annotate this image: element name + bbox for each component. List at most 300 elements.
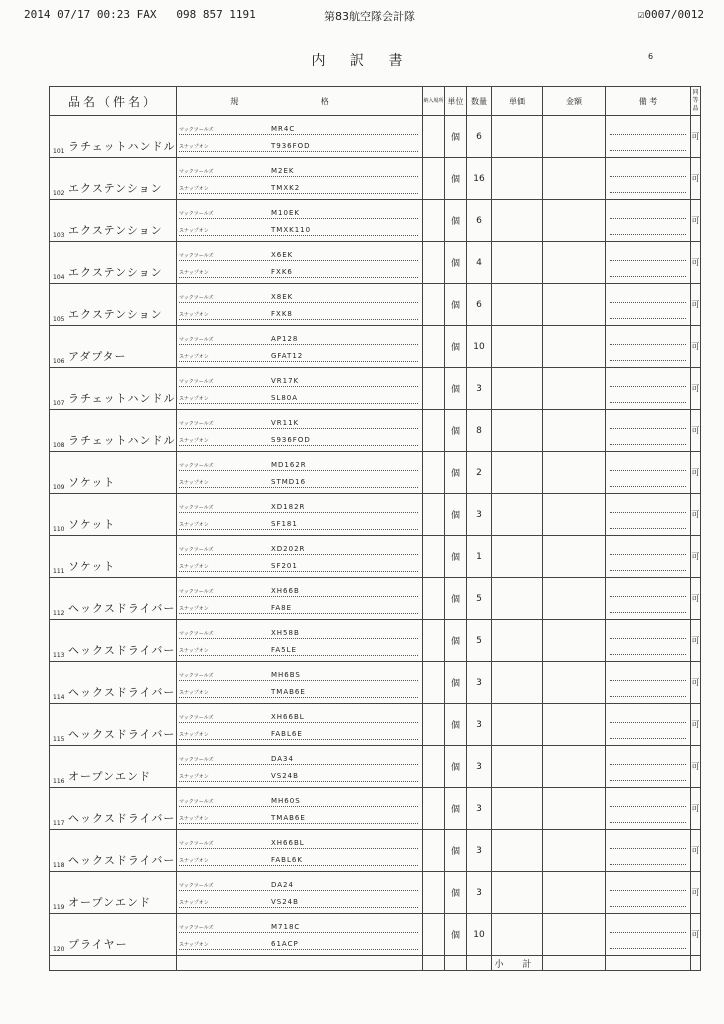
amount-cell — [543, 410, 606, 452]
model-number: M718C — [271, 923, 301, 931]
item-name: ラチェットハンドル — [68, 392, 176, 405]
model-number: XD202R — [271, 545, 306, 553]
model-number: M10EK — [271, 209, 300, 217]
amount-cell — [543, 788, 606, 830]
header-unit-price: 単価 — [492, 87, 543, 116]
table-row — [50, 452, 701, 494]
unit-price-cell — [492, 872, 543, 914]
unit-cell: 個 — [445, 452, 467, 494]
item-name-cell — [50, 158, 177, 200]
maker-name: マックツールズ — [179, 631, 214, 637]
amount-cell — [543, 662, 606, 704]
maker-name: スナップオン — [179, 900, 209, 906]
table-header-row — [50, 87, 701, 116]
fax-page-counter: ☑0007/0012 — [637, 8, 704, 21]
maker-name: マックツールズ — [179, 127, 214, 133]
maker-name: マックツールズ — [179, 505, 214, 511]
item-number: 111 — [53, 568, 65, 575]
quantity-cell: 1 — [467, 536, 492, 578]
maker-name: マックツールズ — [179, 169, 214, 175]
item-name: ソケット — [68, 560, 116, 573]
remarks-cell — [606, 746, 691, 788]
maker-name: マックツールズ — [179, 799, 214, 805]
equivalent-cell: 可 — [691, 914, 701, 956]
maker-name: マックツールズ — [179, 757, 214, 763]
maker-name: スナップオン — [179, 144, 209, 150]
header-remarks: 備 考 — [606, 87, 691, 116]
remarks-cell — [606, 326, 691, 368]
model-number: X6EK — [271, 251, 294, 259]
amount-cell — [543, 578, 606, 620]
item-name-cell — [50, 914, 177, 956]
quantity-cell: 3 — [467, 830, 492, 872]
item-name-cell — [50, 200, 177, 242]
model-number: 61ACP — [271, 940, 299, 948]
delivery-cell — [423, 872, 445, 914]
maker-name: スナップオン — [179, 228, 209, 234]
remarks-cell — [606, 788, 691, 830]
amount-cell — [543, 326, 606, 368]
spec-cell — [177, 284, 423, 326]
model-number: XD182R — [271, 503, 306, 511]
spec-cell — [177, 410, 423, 452]
unit-cell: 個 — [445, 494, 467, 536]
model-number: VR17K — [271, 377, 300, 385]
unit-price-cell — [492, 452, 543, 494]
remarks-cell — [606, 578, 691, 620]
delivery-cell — [423, 368, 445, 410]
item-number: 110 — [53, 526, 65, 533]
table-row — [50, 200, 701, 242]
equivalent-cell: 可 — [691, 872, 701, 914]
model-number: SL80A — [271, 394, 299, 402]
item-name-cell — [50, 452, 177, 494]
item-name-cell — [50, 578, 177, 620]
equivalent-cell: 可 — [691, 116, 701, 158]
item-number: 102 — [53, 190, 65, 197]
item-number: 118 — [53, 862, 65, 869]
unit-cell: 個 — [445, 746, 467, 788]
maker-name: マックツールズ — [179, 421, 214, 427]
delivery-cell — [423, 326, 445, 368]
amount-cell — [543, 158, 606, 200]
item-number: 109 — [53, 484, 65, 491]
model-number: XH66BL — [271, 839, 305, 847]
item-name: オープンエンド — [68, 770, 152, 783]
amount-cell — [543, 536, 606, 578]
item-name-cell — [50, 368, 177, 410]
amount-cell — [543, 914, 606, 956]
maker-name: スナップオン — [179, 270, 209, 276]
delivery-cell — [423, 914, 445, 956]
model-number: XH58B — [271, 629, 300, 637]
spec-cell — [177, 116, 423, 158]
item-name: オープンエンド — [68, 896, 152, 909]
maker-name: スナップオン — [179, 942, 209, 948]
item-number: 120 — [53, 946, 65, 953]
header-delivery: 納入場所 — [423, 87, 445, 116]
maker-name: スナップオン — [179, 816, 209, 822]
delivery-cell — [423, 284, 445, 326]
model-number: MR4C — [271, 125, 296, 133]
remarks-cell — [606, 872, 691, 914]
maker-name: スナップオン — [179, 732, 209, 738]
document-title: 内 訳 書 — [311, 53, 413, 69]
table-row — [50, 326, 701, 368]
subtotal-label: 小 計 — [492, 956, 543, 971]
spec-cell — [177, 536, 423, 578]
equivalent-cell: 可 — [691, 326, 701, 368]
subtotal-row — [50, 956, 701, 971]
quantity-cell: 3 — [467, 704, 492, 746]
unit-price-cell — [492, 914, 543, 956]
model-number: TMXK2 — [271, 184, 301, 192]
header-quantity: 数量 — [467, 87, 492, 116]
unit-price-cell — [492, 326, 543, 368]
equivalent-cell: 可 — [691, 704, 701, 746]
equivalent-cell: 可 — [691, 578, 701, 620]
item-number: 108 — [53, 442, 65, 449]
spec-cell — [177, 452, 423, 494]
unit-cell: 個 — [445, 830, 467, 872]
item-name-cell — [50, 662, 177, 704]
unit-price-cell — [492, 368, 543, 410]
table-row — [50, 410, 701, 452]
unit-cell: 個 — [445, 662, 467, 704]
remarks-cell — [606, 158, 691, 200]
header-unit: 単位 — [445, 87, 467, 116]
table-row — [50, 116, 701, 158]
model-number: XH66BL — [271, 713, 305, 721]
quantity-cell: 6 — [467, 200, 492, 242]
model-number: FXK6 — [271, 268, 293, 276]
breakdown-table — [49, 86, 701, 971]
item-name: ソケット — [68, 518, 116, 531]
model-number: DA24 — [271, 881, 294, 889]
item-name-cell — [50, 872, 177, 914]
quantity-cell: 8 — [467, 410, 492, 452]
spec-cell — [177, 494, 423, 536]
remarks-cell — [606, 494, 691, 536]
unit-cell: 個 — [445, 914, 467, 956]
model-number: TMAB6E — [271, 814, 306, 822]
maker-name: スナップオン — [179, 480, 209, 486]
item-name: ラチェットハンドル — [68, 140, 176, 153]
item-number: 104 — [53, 274, 65, 281]
remarks-cell — [606, 620, 691, 662]
model-number: FA5LE — [271, 646, 297, 654]
item-name-cell — [50, 494, 177, 536]
equivalent-cell: 可 — [691, 368, 701, 410]
item-number: 117 — [53, 820, 65, 827]
delivery-cell — [423, 536, 445, 578]
item-name-cell — [50, 788, 177, 830]
spec-cell — [177, 326, 423, 368]
remarks-cell — [606, 410, 691, 452]
table-body — [50, 116, 701, 971]
model-number: VS24B — [271, 772, 299, 780]
table-row — [50, 704, 701, 746]
equivalent-cell: 可 — [691, 830, 701, 872]
fax-header — [24, 8, 704, 24]
maker-name: スナップオン — [179, 438, 209, 444]
table-row — [50, 494, 701, 536]
table-row — [50, 662, 701, 704]
maker-name: スナップオン — [179, 606, 209, 612]
table-row — [50, 368, 701, 410]
model-number: FABL6E — [271, 730, 303, 738]
remarks-cell — [606, 662, 691, 704]
quantity-cell: 10 — [467, 326, 492, 368]
spec-cell — [177, 242, 423, 284]
model-number: VS24B — [271, 898, 299, 906]
table-row — [50, 284, 701, 326]
remarks-cell — [606, 200, 691, 242]
remarks-cell — [606, 284, 691, 326]
maker-name: マックツールズ — [179, 547, 214, 553]
table-row — [50, 158, 701, 200]
item-name-cell — [50, 410, 177, 452]
delivery-cell — [423, 494, 445, 536]
item-name-cell — [50, 620, 177, 662]
unit-price-cell — [492, 830, 543, 872]
delivery-cell — [423, 830, 445, 872]
spec-cell — [177, 872, 423, 914]
item-name-cell — [50, 242, 177, 284]
item-name: ラチェットハンドル — [68, 434, 176, 447]
equivalent-cell: 可 — [691, 410, 701, 452]
maker-name: マックツールズ — [179, 841, 214, 847]
item-name-cell — [50, 116, 177, 158]
unit-price-cell — [492, 536, 543, 578]
spec-cell — [177, 662, 423, 704]
equivalent-cell: 可 — [691, 158, 701, 200]
unit-cell: 個 — [445, 788, 467, 830]
fax-sender: 第83航空隊会計隊 — [324, 10, 415, 23]
quantity-cell: 16 — [467, 158, 492, 200]
maker-name: マックツールズ — [179, 337, 214, 343]
unit-price-cell — [492, 242, 543, 284]
unit-cell: 個 — [445, 326, 467, 368]
delivery-cell — [423, 704, 445, 746]
item-name: アダプター — [68, 350, 127, 363]
equivalent-cell: 可 — [691, 788, 701, 830]
unit-cell: 個 — [445, 200, 467, 242]
spec-cell — [177, 704, 423, 746]
model-number: FABL6K — [271, 856, 303, 864]
item-name-cell — [50, 830, 177, 872]
item-name: ヘックスドライバー — [68, 602, 176, 615]
delivery-cell — [423, 158, 445, 200]
model-number: GFAT12 — [271, 352, 304, 360]
quantity-cell: 5 — [467, 620, 492, 662]
delivery-cell — [423, 200, 445, 242]
item-name: プライヤー — [68, 938, 128, 951]
table-row — [50, 830, 701, 872]
maker-name: スナップオン — [179, 186, 209, 192]
unit-price-cell — [492, 284, 543, 326]
equivalent-cell: 可 — [691, 452, 701, 494]
spec-cell — [177, 830, 423, 872]
amount-cell — [543, 116, 606, 158]
unit-price-cell — [492, 746, 543, 788]
maker-name: スナップオン — [179, 522, 209, 528]
amount-cell — [543, 704, 606, 746]
remarks-cell — [606, 536, 691, 578]
maker-name: マックツールズ — [179, 379, 214, 385]
quantity-cell: 6 — [467, 116, 492, 158]
model-number: MH60S — [271, 797, 301, 805]
unit-cell: 個 — [445, 536, 467, 578]
amount-cell — [543, 872, 606, 914]
item-name: ソケット — [68, 476, 116, 489]
remarks-cell — [606, 116, 691, 158]
item-name: エクステンション — [68, 224, 163, 237]
item-name-cell — [50, 536, 177, 578]
item-name-cell — [50, 704, 177, 746]
table-row — [50, 578, 701, 620]
delivery-cell — [423, 452, 445, 494]
unit-price-cell — [492, 704, 543, 746]
model-number: MD162R — [271, 461, 307, 469]
delivery-cell — [423, 116, 445, 158]
model-number: SF201 — [271, 562, 298, 570]
equivalent-cell: 可 — [691, 662, 701, 704]
item-number: 103 — [53, 232, 65, 239]
unit-cell: 個 — [445, 410, 467, 452]
amount-cell — [543, 620, 606, 662]
delivery-cell — [423, 662, 445, 704]
unit-cell: 個 — [445, 242, 467, 284]
quantity-cell: 4 — [467, 242, 492, 284]
equivalent-cell: 可 — [691, 200, 701, 242]
remarks-cell — [606, 704, 691, 746]
header-spec: 規 格 — [177, 87, 423, 116]
amount-cell — [543, 284, 606, 326]
model-number: XH66B — [271, 587, 300, 595]
quantity-cell: 3 — [467, 368, 492, 410]
remarks-cell — [606, 368, 691, 410]
spec-cell — [177, 746, 423, 788]
item-name: エクステンション — [68, 308, 163, 321]
spec-cell — [177, 200, 423, 242]
maker-name: マックツールズ — [179, 463, 214, 469]
delivery-cell — [423, 788, 445, 830]
equivalent-cell: 可 — [691, 242, 701, 284]
item-number: 119 — [53, 904, 65, 911]
spec-cell — [177, 578, 423, 620]
model-number: T936FOD — [271, 142, 311, 150]
unit-price-cell — [492, 788, 543, 830]
amount-cell — [543, 746, 606, 788]
quantity-cell: 3 — [467, 788, 492, 830]
table-row — [50, 872, 701, 914]
maker-name: スナップオン — [179, 396, 209, 402]
maker-name: マックツールズ — [179, 673, 214, 679]
quantity-cell: 3 — [467, 746, 492, 788]
maker-name: スナップオン — [179, 648, 209, 654]
page-mark: 6 — [648, 52, 654, 61]
unit-cell: 個 — [445, 578, 467, 620]
item-name: エクステンション — [68, 182, 163, 195]
item-number: 105 — [53, 316, 65, 323]
maker-name: マックツールズ — [179, 211, 214, 217]
remarks-cell — [606, 242, 691, 284]
fax-datetime-and-number: 2014 07/17 00:23 FAX 098 857 1191 — [24, 8, 256, 21]
spec-cell — [177, 788, 423, 830]
unit-cell: 個 — [445, 704, 467, 746]
spec-cell — [177, 158, 423, 200]
quantity-cell: 3 — [467, 872, 492, 914]
model-number: STMD16 — [271, 478, 307, 486]
delivery-cell — [423, 578, 445, 620]
model-number: X8EK — [271, 293, 294, 301]
item-name: ヘックスドライバー — [68, 686, 176, 699]
table-row — [50, 914, 701, 956]
unit-price-cell — [492, 410, 543, 452]
maker-name: スナップオン — [179, 690, 209, 696]
delivery-cell — [423, 746, 445, 788]
maker-name: マックツールズ — [179, 295, 214, 301]
model-number: VR11K — [271, 419, 300, 427]
delivery-cell — [423, 242, 445, 284]
table-row — [50, 536, 701, 578]
unit-price-cell — [492, 158, 543, 200]
model-number: FA8E — [271, 604, 293, 612]
item-number: 101 — [53, 148, 65, 155]
amount-cell — [543, 242, 606, 284]
quantity-cell: 5 — [467, 578, 492, 620]
amount-cell — [543, 494, 606, 536]
model-number: TMXK110 — [271, 226, 312, 234]
table-row — [50, 746, 701, 788]
equivalent-cell: 可 — [691, 536, 701, 578]
item-number: 116 — [53, 778, 65, 785]
item-name-cell — [50, 284, 177, 326]
model-number: DA34 — [271, 755, 294, 763]
header-amount: 金額 — [543, 87, 606, 116]
unit-cell: 個 — [445, 284, 467, 326]
equivalent-cell: 可 — [691, 284, 701, 326]
spec-cell — [177, 620, 423, 662]
delivery-cell — [423, 410, 445, 452]
maker-name: マックツールズ — [179, 589, 214, 595]
model-number: FXK8 — [271, 310, 293, 318]
item-name-cell — [50, 746, 177, 788]
item-name: ヘックスドライバー — [68, 812, 176, 825]
model-number: AP128 — [271, 335, 299, 343]
remarks-cell — [606, 830, 691, 872]
delivery-cell — [423, 620, 445, 662]
table-row — [50, 620, 701, 662]
amount-cell — [543, 452, 606, 494]
quantity-cell: 3 — [467, 662, 492, 704]
header-item-name: 品名（件名） — [50, 87, 177, 116]
remarks-cell — [606, 452, 691, 494]
unit-cell: 個 — [445, 368, 467, 410]
unit-cell: 個 — [445, 872, 467, 914]
quantity-cell: 3 — [467, 494, 492, 536]
unit-price-cell — [492, 494, 543, 536]
amount-cell — [543, 368, 606, 410]
unit-cell: 個 — [445, 116, 467, 158]
model-number: S936FOD — [271, 436, 311, 444]
maker-name: マックツールズ — [179, 925, 214, 931]
maker-name: マックツールズ — [179, 715, 214, 721]
item-number: 113 — [53, 652, 65, 659]
equivalent-cell: 可 — [691, 620, 701, 662]
item-number: 106 — [53, 358, 65, 365]
